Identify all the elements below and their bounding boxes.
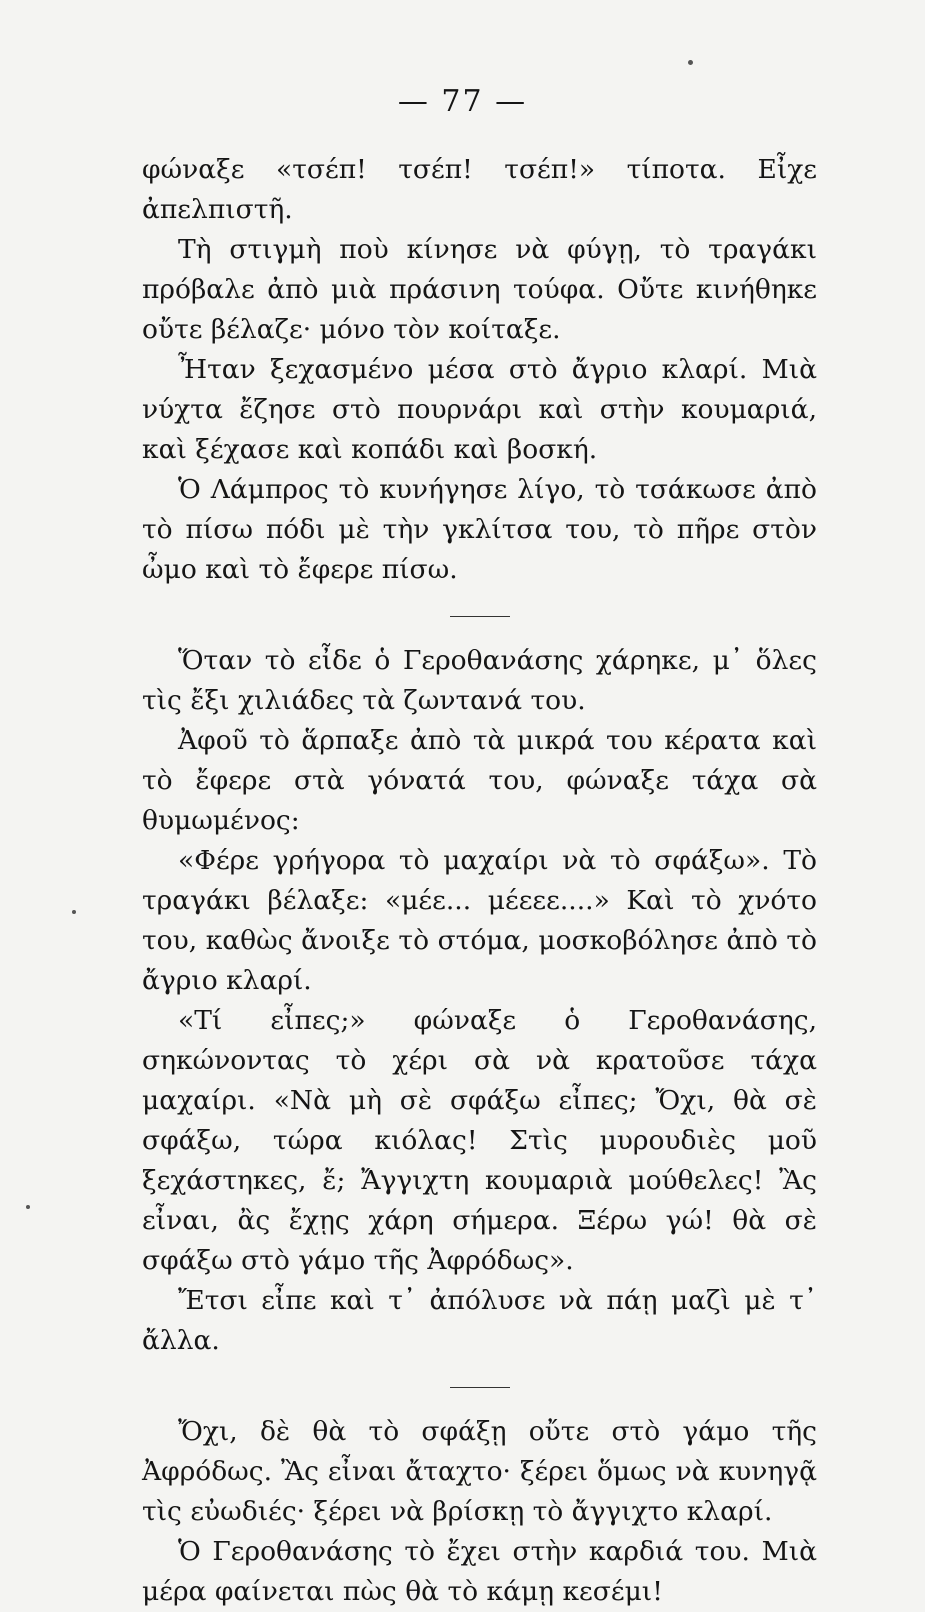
section-divider xyxy=(450,616,510,617)
paragraph: Ἦταν ξεχασμένο μέσα στὸ ἄγριο κλαρί. Μιὰ νύχτα ἔζησε στὸ πουρνάρι καὶ στὴν κουμαριά, καὶ ξέχασε καὶ κοπάδι καὶ βοσκή. xyxy=(142,354,817,465)
paragraph: Ἔτσι εἶπε καὶ τ᾿ ἀπόλυσε νὰ πάῃ μαζὶ μὲ τ᾿ ἄλλα. xyxy=(142,1285,817,1356)
ink-speck xyxy=(26,1205,30,1209)
page-body xyxy=(142,150,817,1612)
paragraph: Τὴ στιγμὴ ποὺ κίνησε νὰ φύγῃ, τὸ τραγάκι πρόβαλε ἀπὸ μιὰ πράσινη τούφα. Οὔτε κινήθηκε οὔτε βέλαζε· μόνο τὸν κοίταξε. xyxy=(142,234,817,345)
paragraph: Ἀφοῦ τὸ ἅρπαξε ἀπὸ τὰ μικρά του κέρατα καὶ τὸ ἔφερε στὰ γόνατά του, φώναξε τάχα σὰ θυμωμένος: xyxy=(142,725,817,836)
ink-speck xyxy=(688,60,693,65)
ink-speck xyxy=(72,910,76,914)
paragraph: Ὅταν τὸ εἶδε ὁ Γεροθανάσης χάρηκε, μ᾿ ὅλες τὶς ἔξι χιλιάδες τὰ ζωντανά του. xyxy=(142,645,817,716)
paragraph: «Τί εἶπες;» φώναξε ὁ Γεροθανάσης, σηκώνοντας τὸ χέρι σὰ νὰ κρατοῦσε τάχα μαχαίρι. «Νὰ μὴ σὲ σφάξω εἶπες; Ὄχι, θὰ σὲ σφάξω, τώρα κιόλας! Στὶς μυρουδιὲς μοῦ ξεχάστηκες, ἔ; Ἄγγιχτη κουμαριὰ μούθελες! Ἂς εἶναι, ἂς ἔχῃς χάρη σήμερα. Ξέρω γώ! θὰ σὲ σφάξω στὸ γάμο τῆς Ἀφρόδως». xyxy=(142,1005,817,1276)
paragraph: Ὁ Λάμπρος τὸ κυνήγησε λίγο, τὸ τσάκωσε ἀπὸ τὸ πίσω πόδι μὲ τὴν γκλίτσα του, τὸ πῆρε στὸν ὦμο καὶ τὸ ἔφερε πίσω. xyxy=(142,474,817,585)
section-divider xyxy=(450,1387,510,1388)
paragraph: Ὄχι, δὲ θὰ τὸ σφάξῃ οὔτε στὸ γάμο τῆς Ἀφρόδως. Ἂς εἶναι ἄταχτο· ξέρει ὅμως νὰ κυνηγᾷ τὶς εὐωδιές· ξέρει νὰ βρίσκῃ τὸ ἄγγιχτο κλαρί. xyxy=(142,1416,817,1527)
paragraph: Ὁ Γεροθανάσης τὸ ἔχει στὴν καρδιά του. Μιὰ μέρα φαίνεται πὼς θὰ τὸ κάμῃ κεσέμι! xyxy=(142,1536,817,1607)
page-number: — 77 — xyxy=(397,84,528,119)
paragraph: φώναξε «τσέπ! τσέπ! τσέπ!» τίποτα. Εἶχε ἀπελπιστῆ. xyxy=(142,154,817,225)
paragraph: «Φέρε γρήγορα τὸ μαχαίρι νὰ τὸ σφάξω». Τὸ τραγάκι βέλαξε: «μέε... μέεεε....» Καὶ τὸ χνότο του, καθὼς ἄνοιξε τὸ στόμα, μοσκοβόλησε ἀπὸ τὸ ἄγριο κλαρί. xyxy=(142,845,817,996)
